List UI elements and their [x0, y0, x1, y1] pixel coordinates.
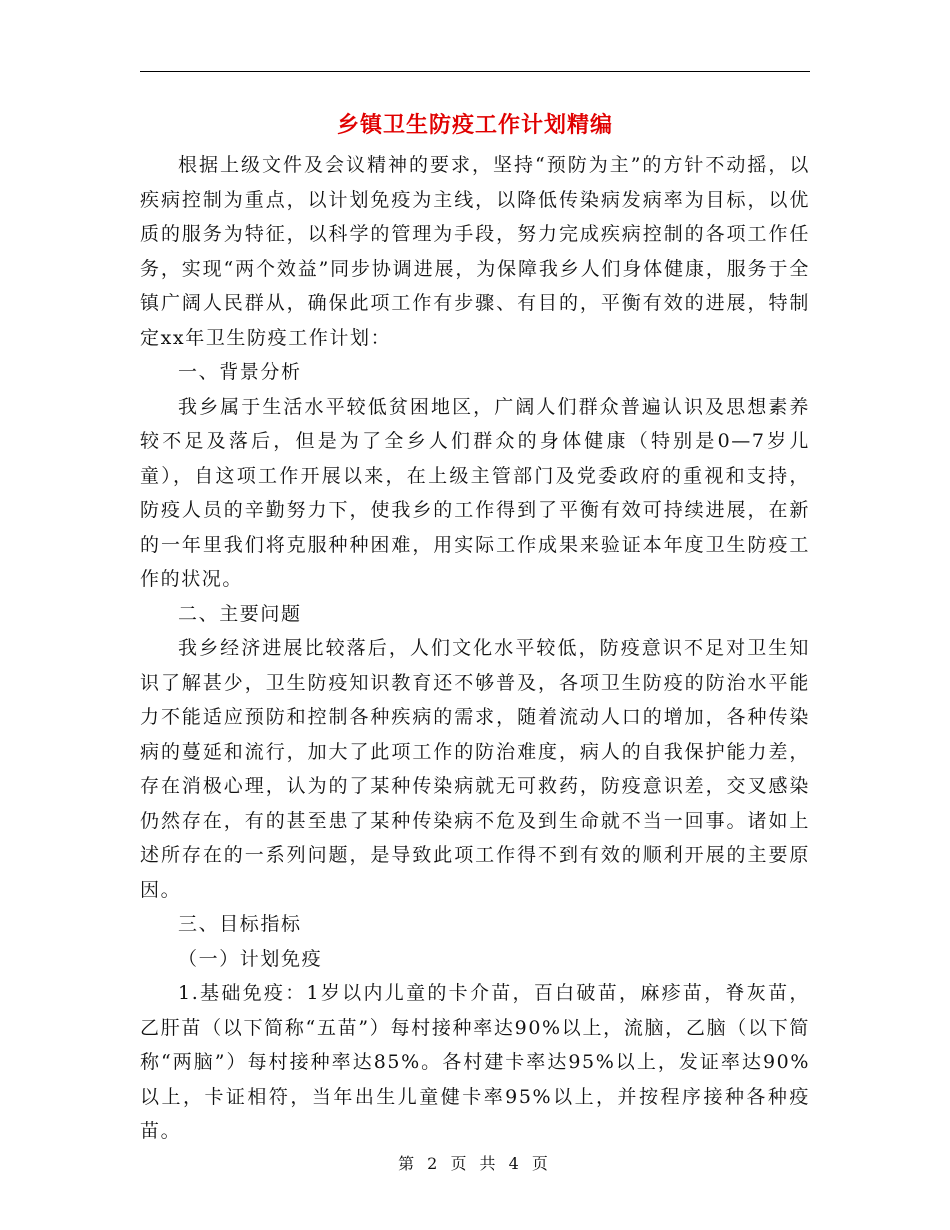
section-heading-problems: 二、主要问题	[178, 602, 302, 625]
header-rule	[140, 71, 810, 72]
problems-paragraph: 我乡经济进展比较落后，人们文化水平较低，防疫意识不足对卫生知识了解甚少，卫生防疫知识教育还不够普及，各项卫生防疫的防治水平能力不能适应预防和控制各种疾病的需求，随着流动人口的增加，各种传染病的蔓延和流行，加大了此项工作的防治难度，病人的自我保护能力差，存在消极心理，认为的了某种传染病就无可救药，防疫意识差，交叉感染仍然存在，有的甚至患了某种传染病不危及到生命就不当一回事。诸如上述所存在的一系列问题，是导致此项工作得不到有效的顺利开展的主要原因。	[140, 637, 810, 901]
document-title: 乡镇卫生防疫工作计划精编	[336, 112, 613, 138]
background-paragraph: 我乡属于生活水平较低贫困地区，广阔人们群众普遍认识及思想素养较不足及落后，但是为了全乡人们群众的身体健康（特别是0—7岁儿童），自这项工作开展以来，在上级主管部门及党委政府的重视和支持，防疫人员的辛勤努力下，使我乡的工作得到了平衡有效可持续进展，在新的一年里我们将克服种种困难，用实际工作成果来验证本年度卫生防疫工作的状况。	[140, 395, 810, 590]
section-heading-background: 一、背景分析	[178, 361, 302, 383]
document-body	[140, 148, 810, 1149]
subsection-heading-immunization: （一）计划免疫	[178, 947, 323, 970]
section-heading-targets: 三、目标指标	[178, 913, 302, 935]
page-number-footer: 第 2 页 共 4 页	[398, 1154, 552, 1173]
intro-paragraph: 根据上级文件及会议精神的要求，坚持“预防为主”的方针不动摇，以疾病控制为重点，以计划免疫为主线，以降低传染病发病率为目标，以优质的服务为特征，以科学的管理为手段，努力完成疾病控制的各项工作任务，实现“两个效益”同步协调进展，为保障我乡人们身体健康，服务于全镇广阔人民群从，确保此项工作有步骤、有目的，平衡有效的进展，特制定xx年卫生防疫工作计划：	[140, 154, 810, 349]
immunization-paragraph: 1.基础免疫：1岁以内儿童的卡介苗，百白破苗，麻疹苗，脊灰苗，乙肝苗（以下简称“五苗”）每村接种率达90%以上，流脑，乙脑（以下简称“两脑”）每村接种率达85%。各村建卡率达95%以上，发证率达90%以上，卡证相符，当年出生儿童健卡率95%以上，并按程序接种各种疫苗。	[140, 982, 810, 1142]
